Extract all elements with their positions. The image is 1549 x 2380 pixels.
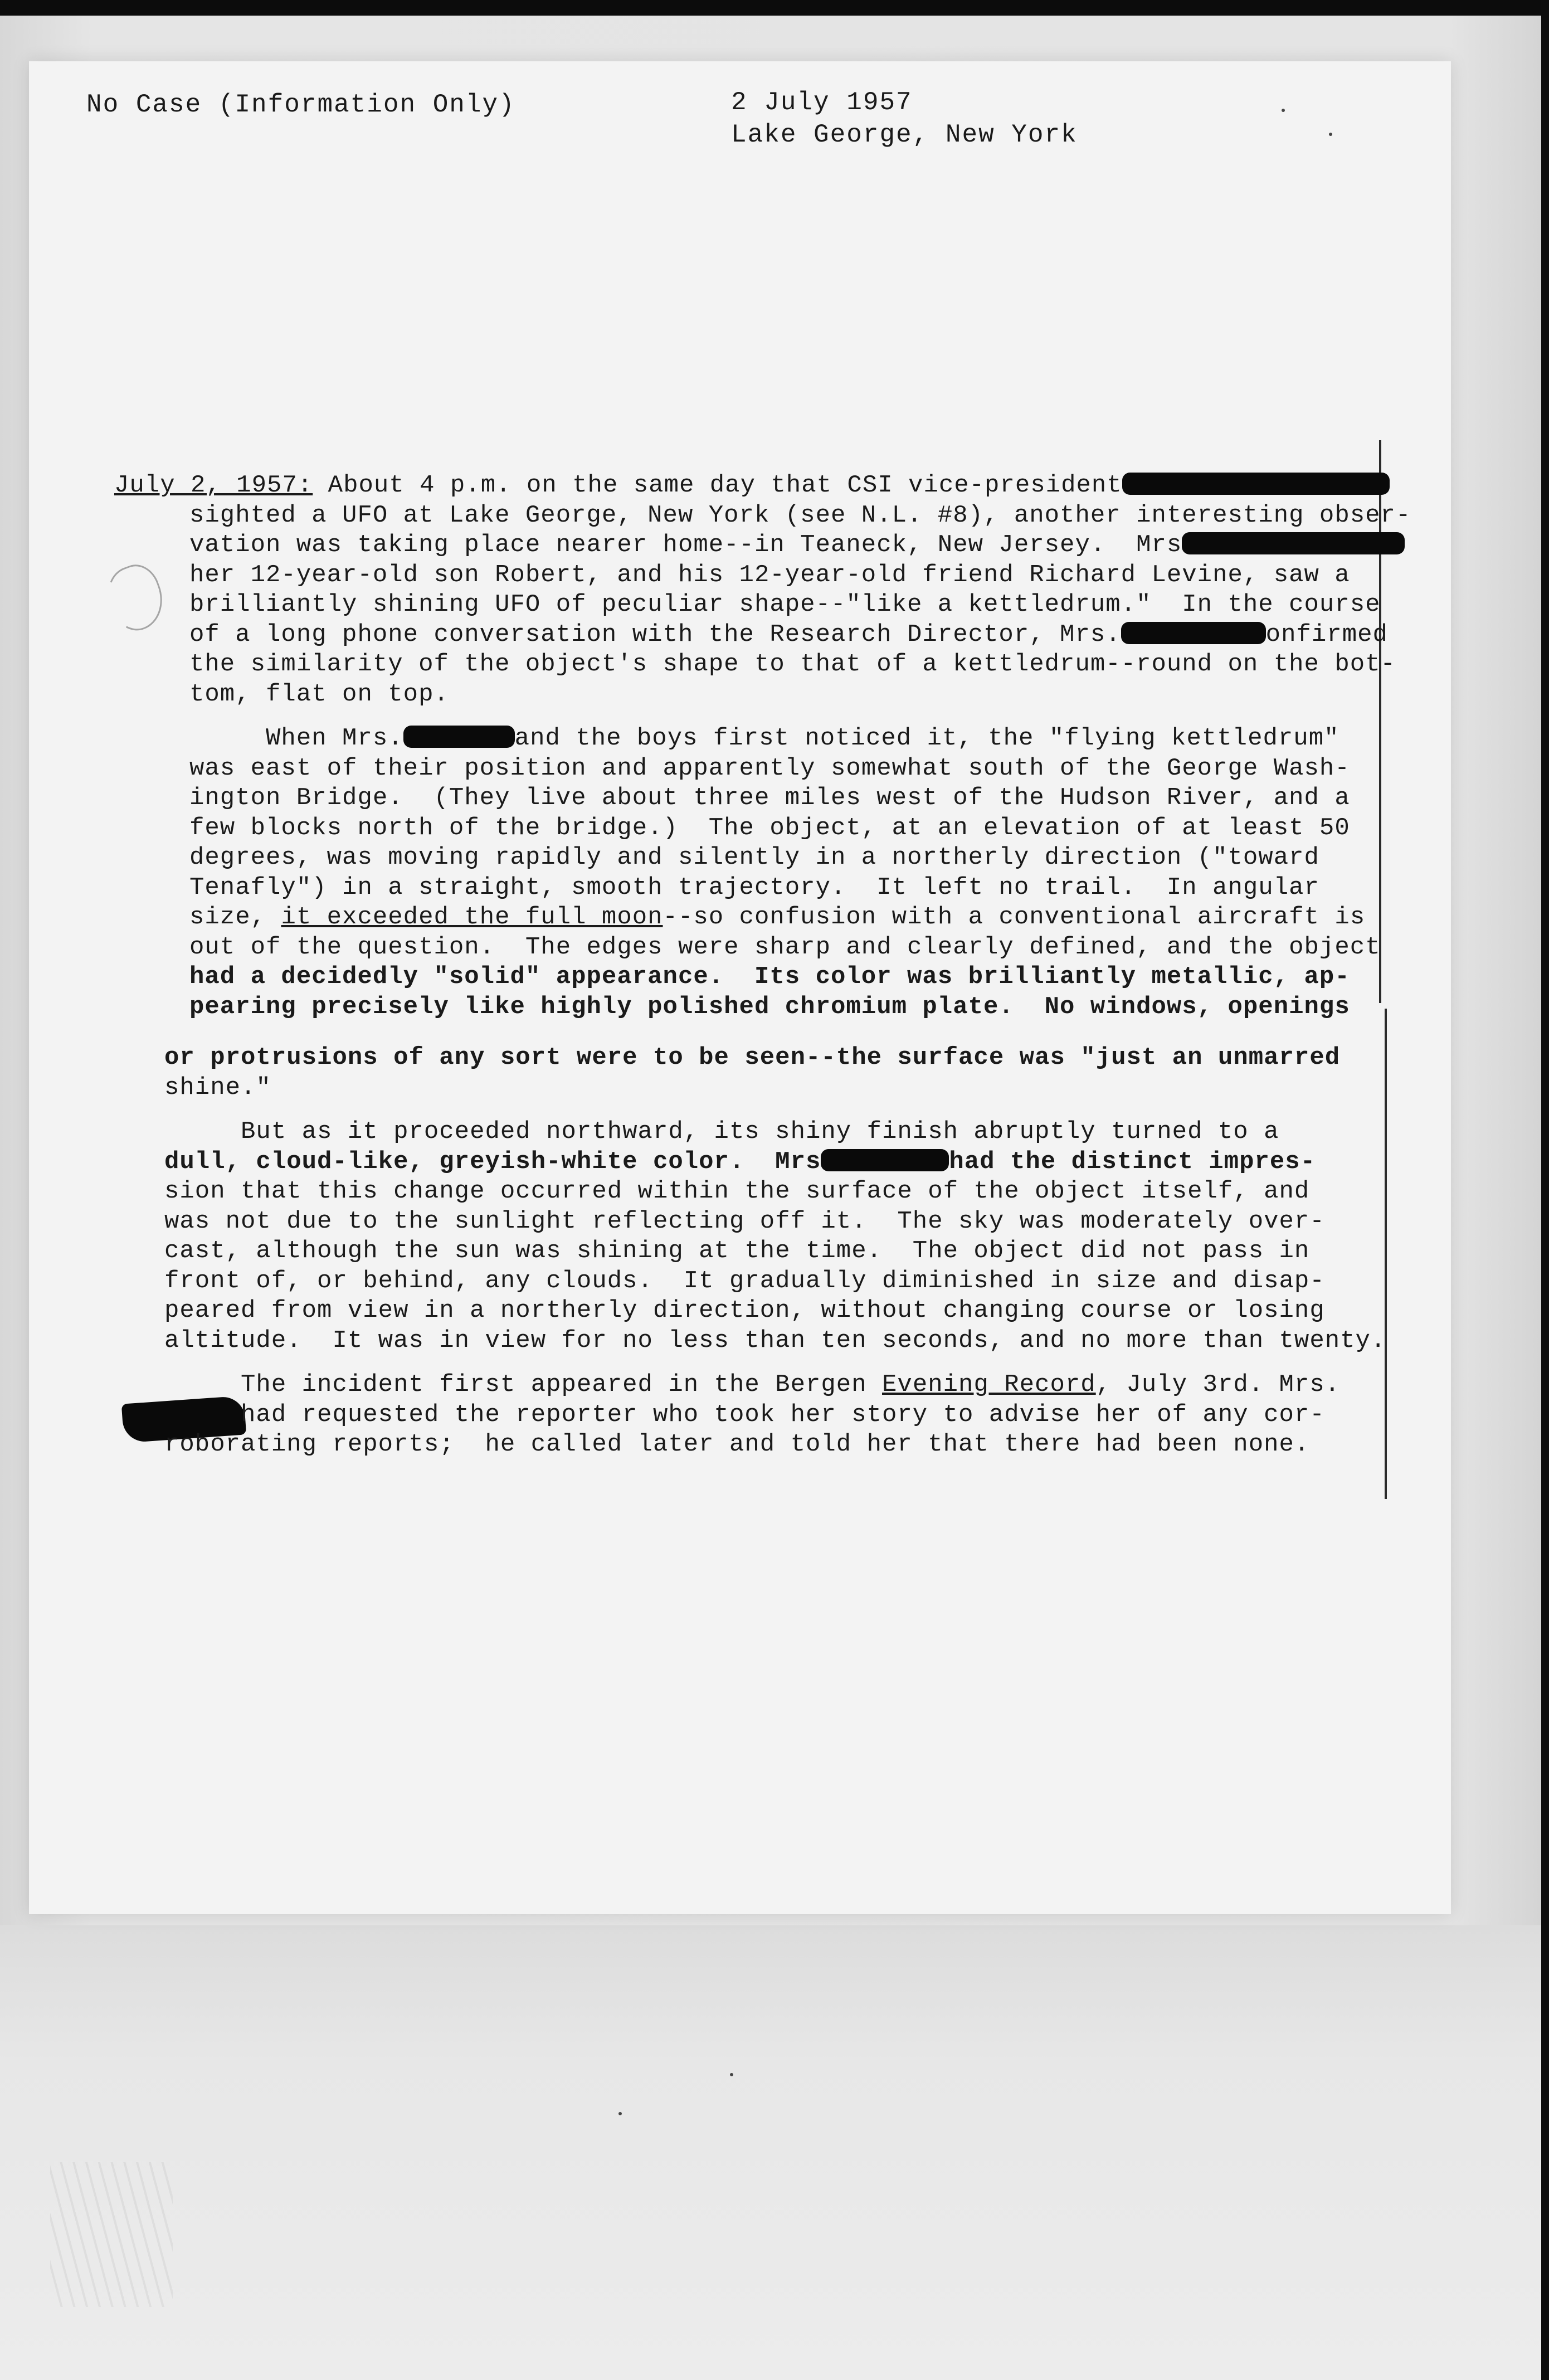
film-speck <box>1329 133 1332 136</box>
redaction-bar <box>821 1149 949 1171</box>
film-border-top <box>0 0 1549 16</box>
header-location: Lake George, New York <box>731 120 1078 149</box>
faint-handwriting-mark <box>50 2162 173 2307</box>
case-label: No Case (Information Only) <box>86 90 515 119</box>
report-paragraph-1: July 2, 1957: About 4 p.m. on the same day that CSI vice-president <box>114 471 1390 501</box>
redaction-bar <box>1121 622 1266 644</box>
newspaper-name: Evening Record <box>882 1371 1096 1399</box>
document-header-dateline <box>731 86 1078 151</box>
report-paragraph-3: or protrusions of any sort were to be seen--the surface was "just an unmarred <box>164 1044 1341 1072</box>
header-date: 2 July 1957 <box>731 88 913 117</box>
redaction-bar <box>1122 473 1390 495</box>
report-body: July 2, 1957: About 4 p.m. on the same day that CSI vice-president sighted a UFO at Lake George, New York (see N.L. #8), another interesting obser- vation was taking place nearer home--in Teaneck, New Jersey. Mrs her 12-year-old son Robert, and his 12-year-old friend Richard Levine, saw a brilliantly shining UFO of peculiar shape--"like a kettledrum." In the course of a long phone conversation with the Research Director, Mrs. onfirmed the similarity of the object's shape to that of a kettledrum--round on the bot- tom, flat on top. When Mrs. and the boys first noticed it, the "flying kettledrum" was east of their position and apparently somewhat south of the George Wash- ington Bridge. (They live about three miles west of the Hudson River, and a few blocks north of the bridge.) The object, at an elevation of at least 50 degrees, was moving rapidly and silently in a northerly direction ("toward Tenafly") in a straight, smooth trajectory. It left no trail. In angular size, it exceeded the full moon--so confusion with a conventional aircraft is out of the question. The edges were sharp and clearly defined, and the object had a decidedly "solid" appearance. Its color was brilliantly metallic, ap- pearing precisely like highly polished chromium plate. No windows, openings or protrusions of any sort were to be seen--the surface was "just an unmarred shine." But as it proceeded northward, its shiny finish abruptly turned to a dull, cloud-like, greyish-white color. Mrs had the distinct impres- sion that this change occurred within the surface of the object itself, and was not due to the sunlight reflecting off it. The sky was moderately over- cast, although the sun was shining at the time. The object did not pass in front of, or behind, any clouds. It gradually diminished in size and disap- peared from view in a northerly direction, without changing course or losing altitude. It was in view for no less than ten seconds, and no more than twenty. The incident first appeared in the Bergen Evening Record, July 3rd. Mrs. had requested the reporter who took her story to advise her of any cor- roborating reports; he called later and told her that there had been none. <box>114 471 1411 1458</box>
film-border-right <box>1541 0 1549 2380</box>
report-date-lead: July 2, 1957: <box>114 471 313 499</box>
report-paragraph-4: But as it proceeded northward, its shiny finish abruptly turned to a <box>164 1118 1279 1146</box>
film-speck <box>618 2112 622 2115</box>
film-bottom-area <box>0 1925 1541 2380</box>
redaction-bar <box>403 726 515 748</box>
report-paragraph-5: The incident first appeared in the Bergen Evening Record, July 3rd. Mrs. <box>164 1371 1341 1399</box>
redaction-bar <box>1182 532 1405 554</box>
film-speck <box>1282 109 1285 112</box>
report-paragraph-2: When Mrs. and the boys first noticed it, the "flying kettledrum" <box>189 724 1339 752</box>
film-speck <box>730 2073 733 2076</box>
underlined-phrase: it exceeded the full moon <box>281 903 663 931</box>
